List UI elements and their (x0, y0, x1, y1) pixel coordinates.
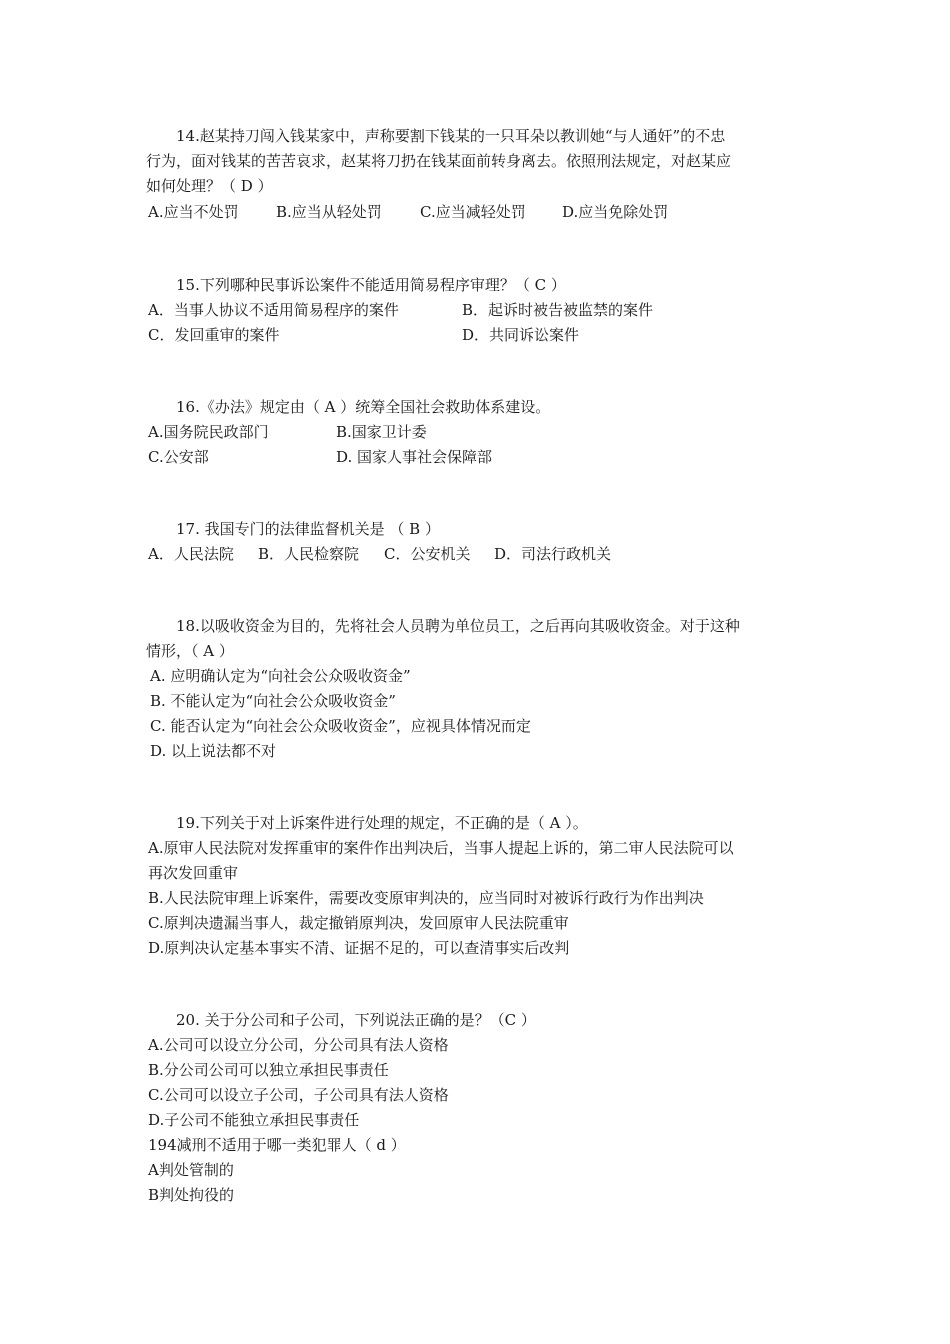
option-c: C.应当减轻处罚 (420, 203, 526, 221)
question-stem-line: 15.下列哪种民事诉讼案件不能适用简易程序审理？（ C ） (176, 276, 566, 294)
option-a: A．人民法院 (148, 545, 234, 563)
option-b: B．起诉时被告被监禁的案件 (462, 301, 654, 319)
question-stem-line: 17. 我国专门的法律监督机关是 （ B ） (176, 520, 440, 538)
option-b: B判处拘役的 (148, 1186, 235, 1204)
option-c: C. 能否认定为“向社会公众吸收资金”，应视具体情况而定 (150, 717, 531, 735)
option-a: A.公司可以设立分公司，分公司具有法人资格 (148, 1036, 449, 1054)
question-stem-line: 行为，面对钱某的苦苦哀求，赵某将刀扔在钱某面前转身离去。依照刑法规定，对赵某应 (146, 152, 732, 170)
option-d: D. 以上说法都不对 (150, 742, 277, 760)
option-b: B．人民检察院 (258, 545, 360, 563)
option-b: B.国家卫计委 (336, 423, 427, 441)
option-c: C.公司可以设立子公司，子公司具有法人资格 (148, 1086, 449, 1104)
option-a: A判处管制的 (148, 1161, 234, 1179)
question-stem-line: 20. 关于分公司和子公司，下列说法正确的是？（C ） (176, 1011, 536, 1029)
option-c: C.公安部 (148, 448, 209, 466)
question-stem-line: 194减刑不适用于哪一类犯罪人（ d ） (148, 1136, 406, 1154)
option-a: A．当事人协议不适用简易程序的案件 (148, 301, 399, 319)
option-a: A.应当不处罚 (148, 203, 239, 221)
option-d: D.原判决认定基本事实不清、证据不足的，可以查清事实后改判 (148, 939, 570, 957)
option-d: D.子公司不能独立承担民事责任 (148, 1111, 360, 1129)
option-b: B. 不能认定为“向社会公众吸收资金” (150, 692, 396, 710)
question-stem-line: 19.下列关于对上诉案件进行处理的规定，不正确的是（ A ）。 (176, 814, 588, 832)
question-stem-line: 14.赵某持刀闯入钱某家中，声称要割下钱某的一只耳朵以教训她“与人通奸”的不忠 (176, 127, 726, 145)
option-b: B.应当从轻处罚 (276, 203, 382, 221)
question-stem-line: 18.以吸收资金为目的，先将社会人员聘为单位员工，之后再向其吸收资金。对于这种 (176, 617, 740, 635)
option-c: C．公安机关 (384, 545, 471, 563)
option-a: A.原审人民法院对发挥重审的案件作出判决后，当事人提起上诉的，第二审人民法院可以 (148, 839, 734, 857)
option-d: D．司法行政机关 (494, 545, 612, 563)
option-c: C．发回重审的案件 (148, 326, 280, 344)
question-stem-line: 如何处理？（ D ） (146, 177, 273, 195)
option-a: A.国务院民政部门 (148, 423, 269, 441)
option-c: C.原判决遗漏当事人，裁定撤销原判决，发回原审人民法院重审 (148, 914, 569, 932)
option-b: B.人民法院审理上诉案件，需要改变原审判决的，应当同时对被诉行政行为作出判决 (148, 889, 704, 907)
question-stem-line: 情形，（ A ） (146, 642, 234, 660)
option-d: D．共同诉讼案件 (462, 326, 580, 344)
option-a-continued: 再次发回重审 (148, 864, 239, 882)
option-a: A. 应明确认定为“向社会公众吸收资金” (150, 667, 411, 685)
question-stem-line: 16.《办法》规定由（ A ）统筹全国社会救助体系建设。 (176, 398, 551, 416)
option-d: D.应当免除处罚 (562, 203, 669, 221)
option-d: D. 国家人事社会保障部 (336, 448, 493, 466)
option-b: B.分公司公司可以独立承担民事责任 (148, 1061, 389, 1079)
